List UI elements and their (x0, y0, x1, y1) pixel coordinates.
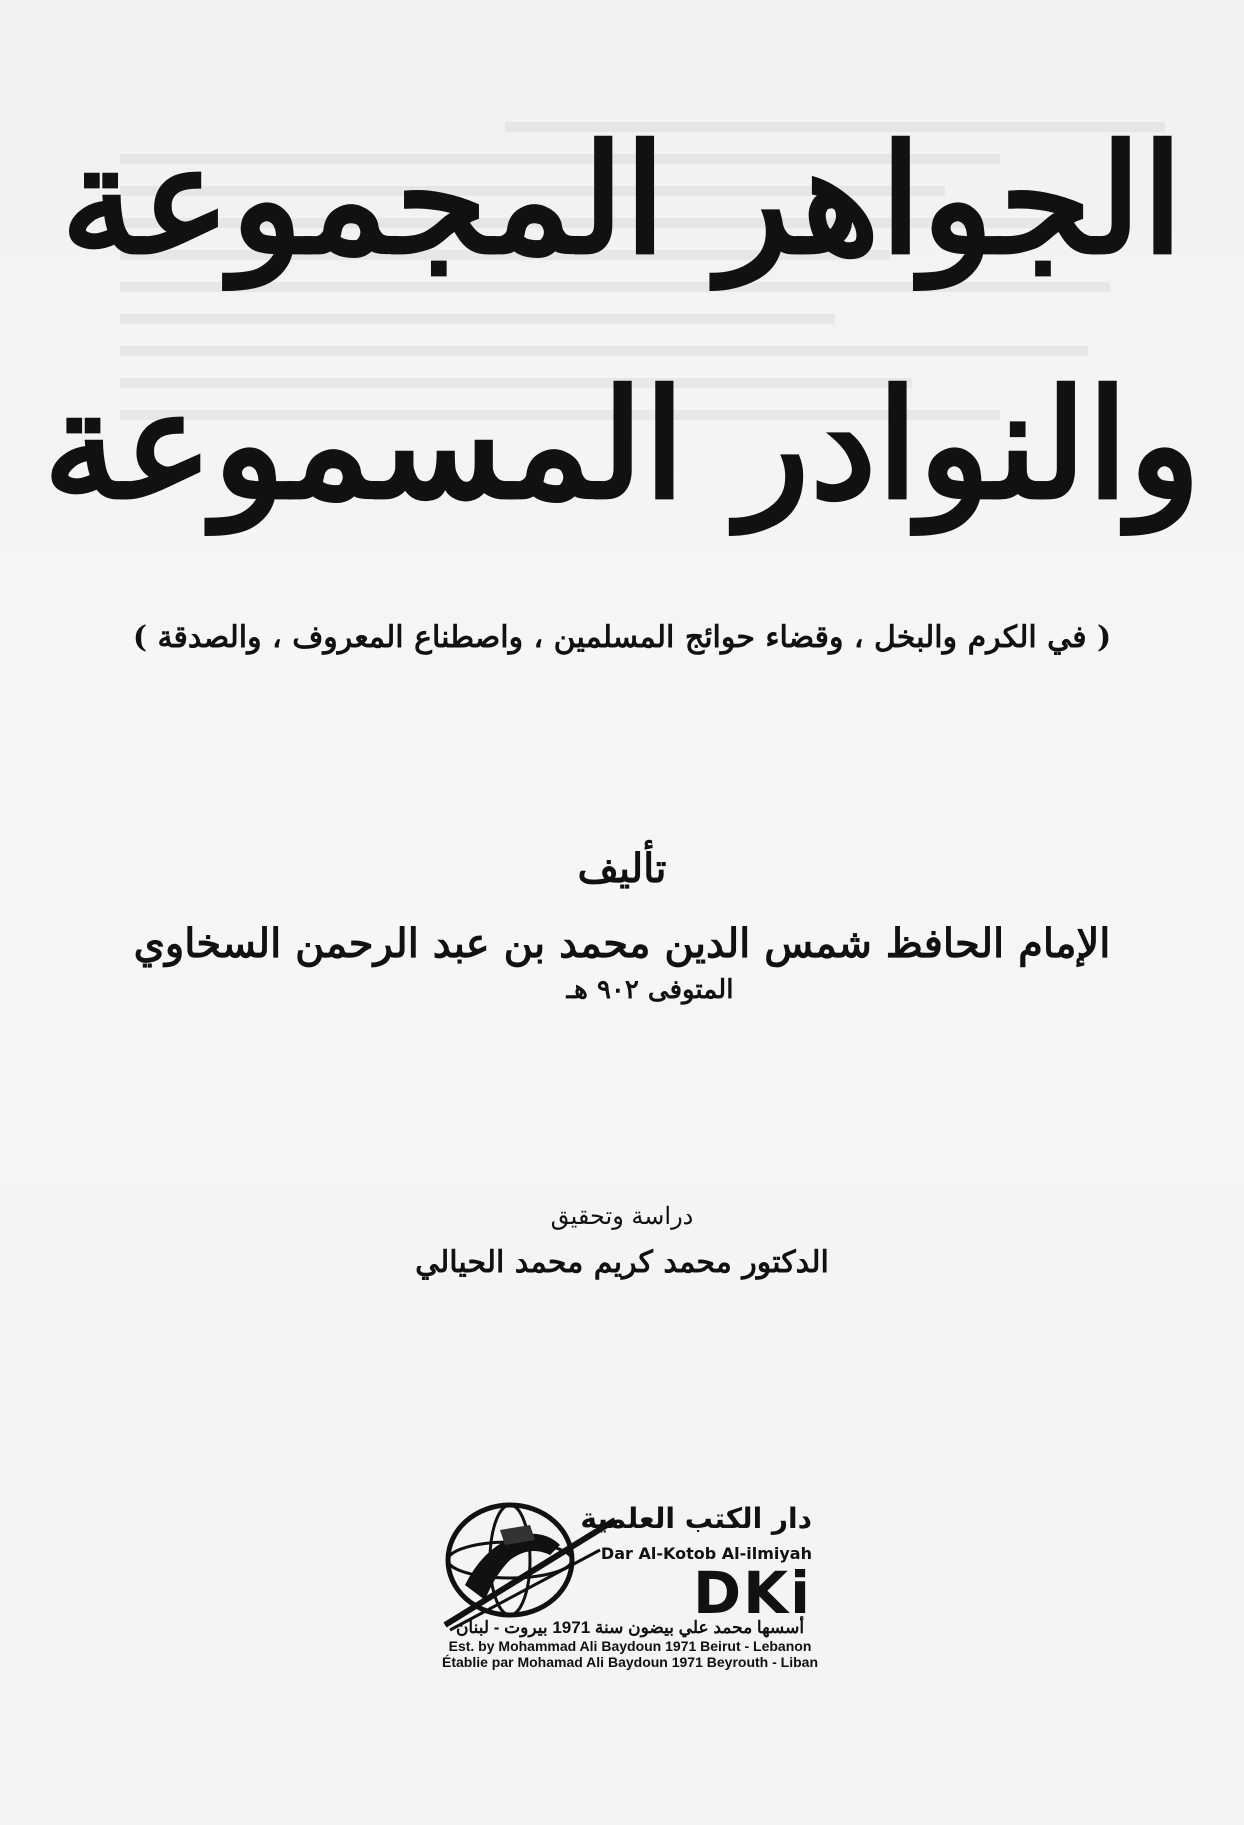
publisher-imprint (440, 1618, 820, 1670)
book-title-line2: والنوادر المسموعة (43, 357, 1201, 533)
author-name: الإمام الحافظ شمس الدين محمد بن عبد الرحمن السخاوي (133, 920, 1111, 967)
publisher-founded-english: Est. by Mohammad Ali Baydoun 1971 Beirut - Lebanon (448, 1638, 812, 1654)
publisher-abbreviation: DKi (693, 1559, 812, 1627)
book-subtitle: ( في الكرم والبخل ، وقضاء حوائج المسلمين ، واصطناع المعروف ، والصدقة ) (132, 620, 1112, 655)
publisher-founded-french: Établie par Mohamad Ali Baydoun 1971 Beyrouth - Liban (442, 1654, 818, 1670)
author-death-date: المتوفى ٩٠٢ هـ (566, 975, 734, 1005)
author-label: تأليف (577, 845, 667, 892)
publisher-name-english: Dar Al-Kotob Al-ilmiyah (600, 1544, 812, 1563)
editor-name: الدكتور محمد كريم محمد الحيالي (415, 1245, 829, 1280)
book-title-line1: الجواهر المجموعة (60, 112, 1184, 288)
publisher-founded-arabic: أسسها محمد علي بيضون سنة 1971 بيروت - لبنان (455, 1618, 805, 1637)
editor-label: دراسة وتحقيق (550, 1202, 694, 1230)
publisher-name-arabic: دار الكتب العلمية (580, 1502, 812, 1535)
